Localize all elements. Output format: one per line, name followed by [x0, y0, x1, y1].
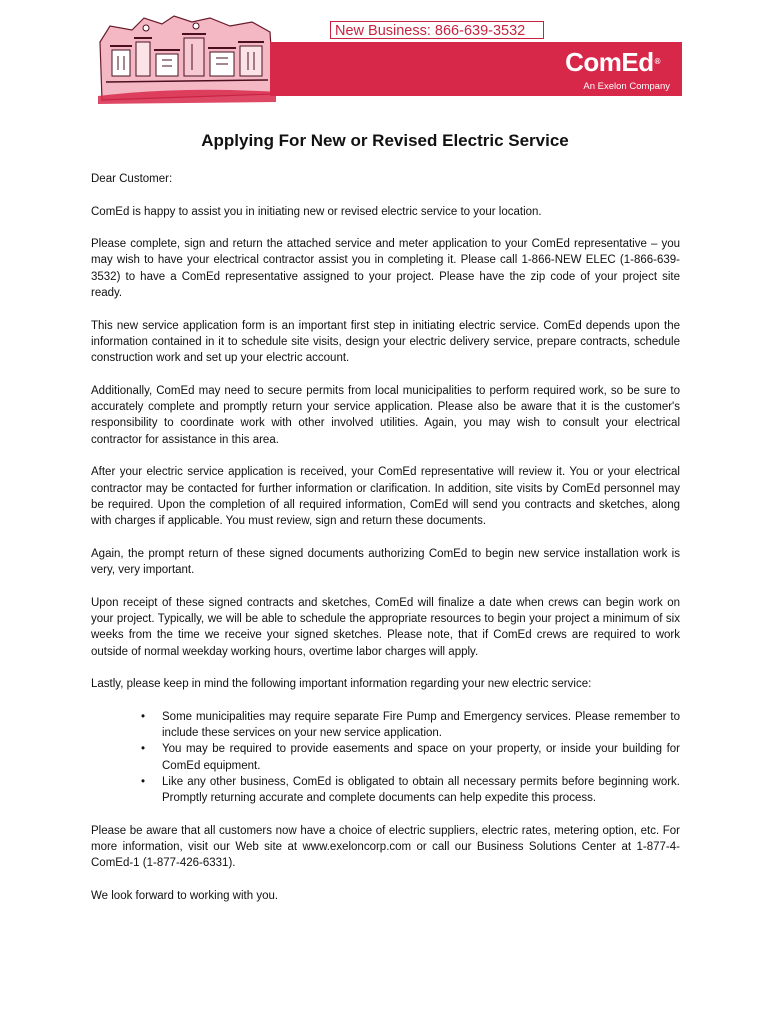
sign-off: We look forward to working with you.	[91, 890, 279, 903]
list-item: • Some municipalities may require separate Fire Pump and Emergency services. Please remember to include these services on your new service application.	[141, 710, 680, 740]
new-business-phone: New Business: 866-639-3532	[330, 21, 544, 39]
letter-body	[91, 171, 680, 921]
comed-logo: ComEd®	[565, 47, 660, 77]
bullet-icon: •	[141, 775, 146, 788]
bullet-icon: •	[141, 743, 146, 756]
paragraph: Lastly, please keep in mind the following important information regarding your new electric service:	[91, 678, 592, 691]
paragraph: This new service application form is an important first step in initiating electric service. ComEd depends upon the information contained in it to schedule site visits, design your electric delivery service, prepare contracts, schedule construction work and set up your electric account.	[91, 319, 680, 365]
paragraph: After your electric service application is received, your ComEd representative will review it. You or your electrical contractor may be contacted for further information or clarification. In addition, site visits by ComEd personnel may be required. Upon the completion of all required information, ComEd will send you contracts and sketches, along with charges if applicable. You must review, sign and return these documents.	[91, 466, 680, 528]
info-list	[91, 709, 680, 807]
salutation: Dear Customer:	[91, 173, 173, 185]
list-item: • You may be required to provide easements and space on your property, or inside your building for ComEd equipment.	[141, 743, 680, 772]
paragraph: Please be aware that all customers now have a choice of electric suppliers, electric rates, metering option, etc. For more information, visit our Web site at www.exeloncorp.com or call our Business Solutions Center at 1-877-4-ComEd-1 (1-877-426-6331).	[91, 824, 680, 870]
storefront-illustration	[92, 12, 277, 104]
paragraph: Upon receipt of these signed contracts and sketches, ComEd will finalize a date when crews can begin work on your project. Typically, we will be able to schedule the appropriate resources to begin your project a minimum of six weeks from the time we receive your signed sketches. Please note, that if ComEd crews are required to work outside of normal weekday working hours, overtime labor charges will apply.	[91, 596, 680, 658]
bullet-icon: •	[141, 710, 146, 723]
list-item: • Like any other business, ComEd is obligated to obtain all necessary permits before beginning work. Promptly returning accurate and complete documents can help expedite this process.	[141, 775, 680, 805]
paragraph: Additionally, ComEd may need to secure permits from local municipalities to perform required work, so be sure to accurately complete and promptly return your service application. Please also be aware that it is the customer's responsibility to coordinate work with other involved utilities. Again, you may wish to consult your electrical contractor for assistance in this area.	[91, 384, 680, 446]
paragraph: Please complete, sign and return the attached service and meter application to your ComEd representative – you may wish to have your electrical contractor assist you in completing it. Please call 1-866-NEW ELEC (1-866-639-3532) to have a ComEd representative assigned to your project. Please have the zip code of your project site ready.	[91, 238, 680, 300]
paragraph: Again, the prompt return of these signed documents authorizing ComEd to begin new service installation work is very, very important.	[91, 547, 680, 577]
exelon-tagline: An Exelon Company	[583, 81, 670, 92]
page-title: Applying For New or Revised Electric Service	[201, 131, 569, 150]
paragraph: ComEd is happy to assist you in initiating new or revised electric service to your location.	[91, 205, 542, 218]
brand-banner	[270, 42, 682, 96]
